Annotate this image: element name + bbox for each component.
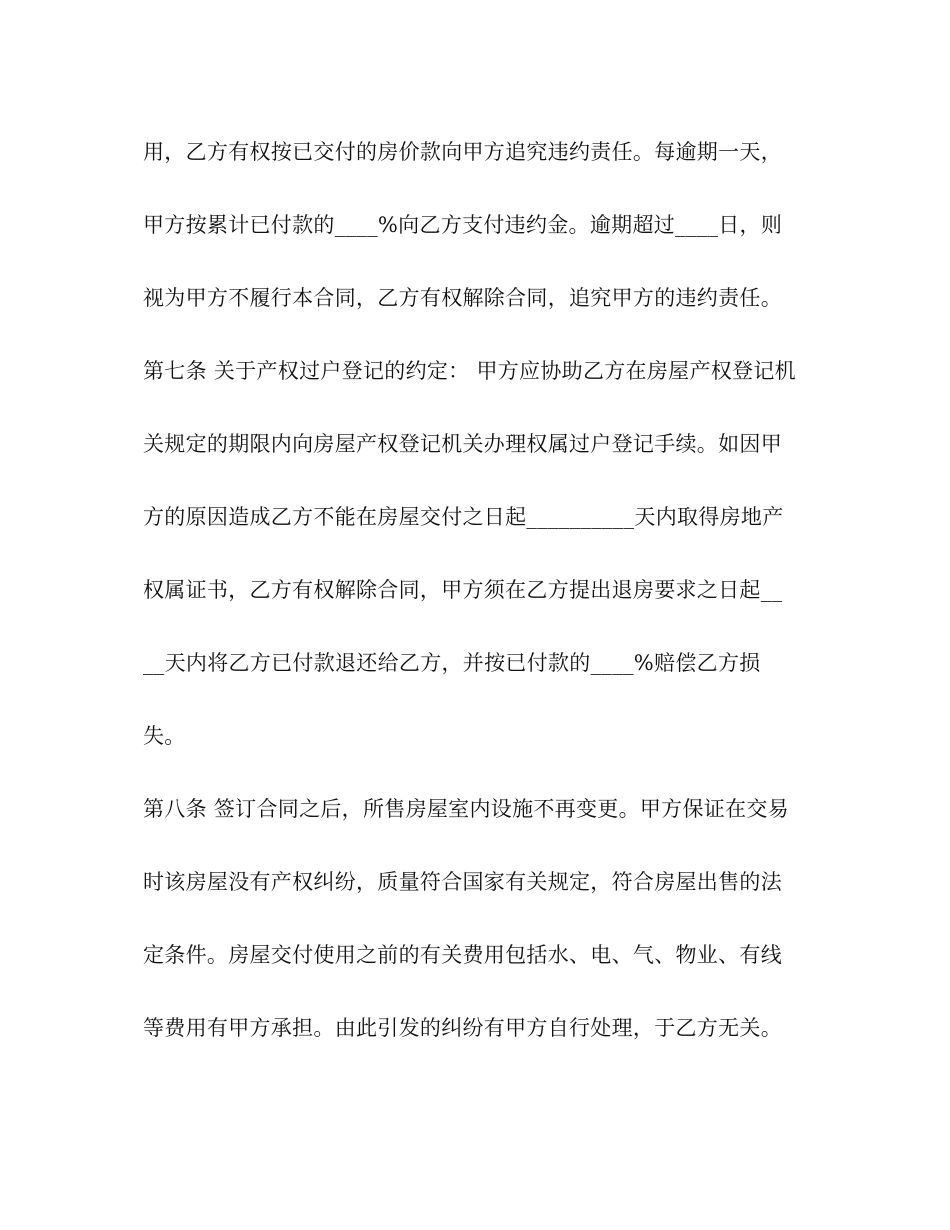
text-line-9: 失。 xyxy=(143,724,186,748)
text-line-1: 用，乙方有权按已交付的房价款向甲方追究违约责任。每逾期一天， xyxy=(143,140,782,164)
text-line-3: 视为甲方不履行本合同，乙方有权解除合同，追究甲方的违约责任。 xyxy=(143,286,782,310)
document-body xyxy=(143,135,823,1084)
text-line-10: 第八条 签订合同之后，所售房屋室内设施不再变更。甲方保证在交易 xyxy=(143,797,789,821)
text-line-5: 关规定的期限内向房屋产权登记机关办理权属过户登记手续。如因甲 xyxy=(143,432,782,456)
text-line-8: __天内将乙方已付款退还给乙方，并按已付款的____%赔偿乙方损 xyxy=(143,651,761,675)
text-line-12: 定条件。房屋交付使用之前的有关费用包括水、电、气、物业、有线 xyxy=(143,943,782,967)
text-line-13: 等费用有甲方承担。由此引发的纠纷有甲方自行处理，于乙方无关。 xyxy=(143,1016,782,1040)
text-line-6: 方的原因造成乙方不能在房屋交付之日起__________天内取得房地产 xyxy=(143,505,784,529)
text-line-11: 时该房屋没有产权纠纷，质量符合国家有关规定，符合房屋出售的法 xyxy=(143,870,782,894)
text-line-4: 第七条 关于产权过户登记的约定： 甲方应协助乙方在房屋产权登记机 xyxy=(143,359,796,383)
text-line-7: 权属证书，乙方有权解除合同，甲方须在乙方提出退房要求之日起__ xyxy=(143,578,783,602)
text-line-2: 甲方按累计已付款的____%向乙方支付违约金。逾期超过____日，则 xyxy=(143,213,783,237)
